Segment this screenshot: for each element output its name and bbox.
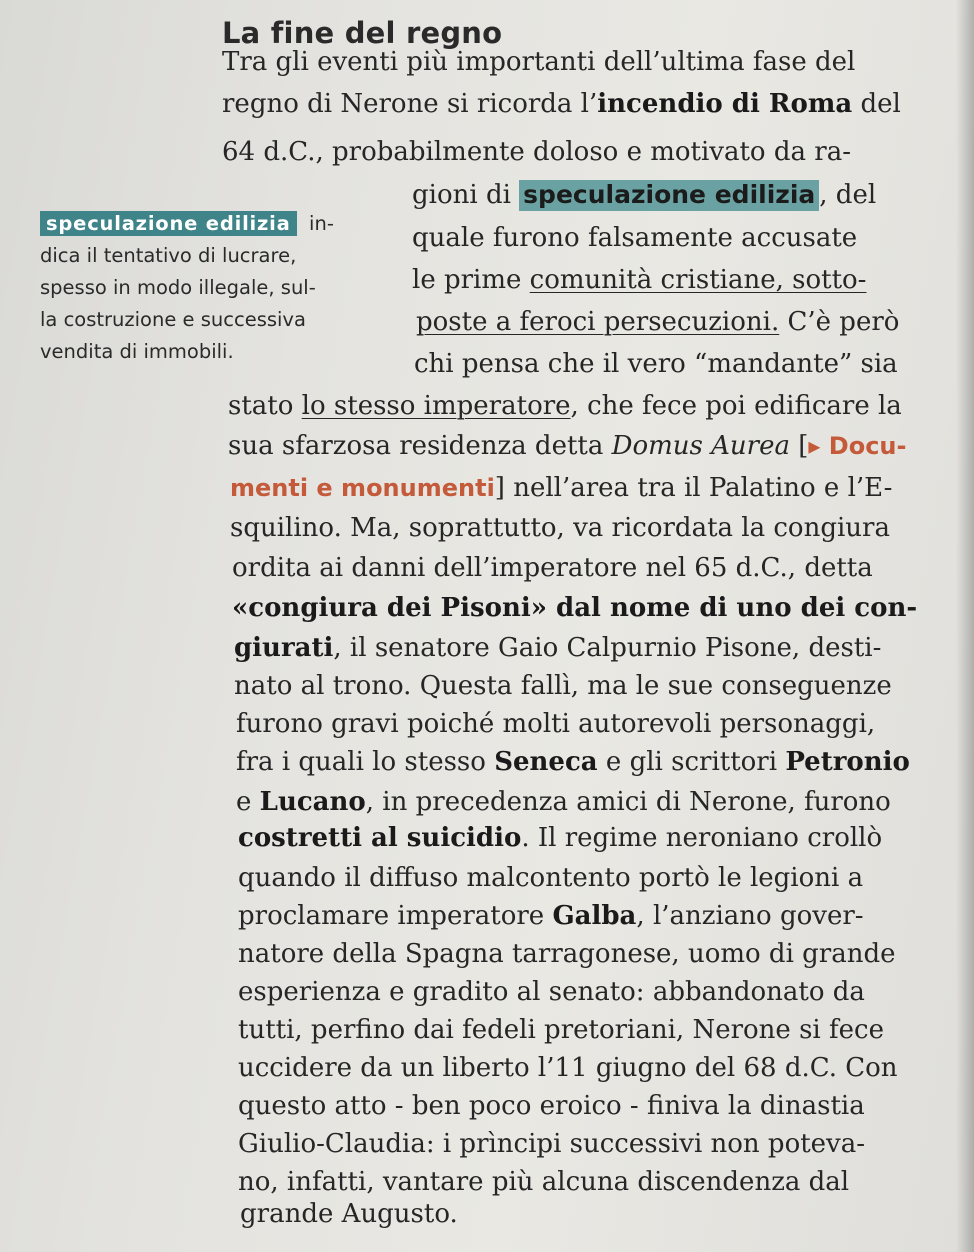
underlined-text: lo stesso imperatore [301,391,571,421]
bold-term: Lucano [259,787,366,817]
text-line: grande Augusto. [240,1199,458,1229]
text-line: natore della Spagna tarragonese, uomo di grande [238,939,896,969]
bold-term: costretti al suicidio [238,823,522,853]
bold-term: incendio di Roma [597,89,853,119]
section-title: La fine del regno [222,16,503,50]
text-line: uccidere da un liberto l’11 giugno del 68 d.C. Con [238,1053,898,1083]
page-edge-shadow [956,0,974,1252]
bold-term: Galba [552,901,637,931]
highlighted-term: speculazione edilizia [519,180,819,211]
text-line: stato lo stesso imperatore, che fece poi edificare la [228,391,902,421]
italic-title: Domus Aurea [611,431,790,461]
text-line [232,590,917,626]
text-line: costretti al suicidio. Il regime neroniano crollò [238,823,883,853]
text-line: questo atto - ben poco eroico - finiva la dinastia [238,1091,865,1121]
bold-term: giurati [234,633,334,663]
text-line: regno di Nerone si ricorda l’incendio di Roma del [222,89,901,119]
glossary-note [40,208,370,368]
text-line: quale furono falsamente accusate [412,223,858,253]
text-line: nato al trono. Questa fallì, ma le sue conseguenze [234,671,892,701]
bold-term: Seneca [494,747,598,777]
text-line: tutti, perfino dai fedeli pretoriani, Nerone si fece [238,1015,884,1045]
glossary-line: la costruzione e successiva [40,308,306,331]
text-line: e Lucano, in precedenza amici di Nerone, furono [236,787,891,817]
glossary-term: speculazione edilizia [40,211,297,236]
text-line: Tra gli eventi più importanti dell’ultima fase del [222,47,856,77]
text-line: quando il diffuso malcontento portò le legioni a [238,863,864,893]
glossary-text: in- [309,212,334,235]
glossary-line: spesso in modo illegale, sul- [40,276,316,299]
text-line: giurati, il senatore Gaio Calpurnio Pisone, desti- [234,633,882,663]
text-line: fra i quali lo stesso Seneca e gli scrittori Petronio [236,747,910,777]
cross-reference: ▸ Docu- [808,432,907,460]
bold-term: Petronio [785,747,910,777]
text-line: sua sfarzosa residenza detta Domus Aurea [▸ Docu- [228,431,907,461]
glossary-line [40,208,370,240]
text-line: chi pensa che il vero “mandante” sia [414,349,898,379]
underlined-text: comunità cristiane, sotto- [529,265,867,295]
text-line: esperienza e gradito al senato: abbandonato da [238,977,865,1007]
bold-term: «congiura dei Pisoni» dal nome di uno dei con- [232,593,918,623]
underlined-text: poste a feroci persecuzioni. [416,307,780,337]
text-line: ordita ai danni dell’imperatore nel 65 d.C., detta [232,553,873,583]
text-line: menti e monumenti] nell’area tra il Palatino e l’E- [230,473,893,503]
text-line: le prime comunità cristiane, sotto- [412,265,867,295]
text-line: proclamare imperatore Galba, l’anziano gover- [238,901,864,931]
text-line: furono gravi poiché molti autorevoli personaggi, [236,709,876,739]
text-line: squilino. Ma, soprattutto, va ricordata la congiura [230,513,890,543]
text-line: Giulio-Claudia: i prìncipi successivi non poteva- [238,1129,866,1159]
cross-reference: menti e monumenti [230,474,495,502]
glossary-line: dica il tentativo di lucrare, [40,244,297,267]
glossary-line: vendita di immobili. [40,340,234,363]
text-line: 64 d.C., probabilmente doloso e motivato da ra- [222,137,851,167]
text-line: poste a feroci persecuzioni. C’è però [416,307,900,337]
text-line: gioni di speculazione edilizia , del [412,180,877,210]
text-line: no, infatti, vantare più alcuna discendenza dal [238,1167,850,1197]
